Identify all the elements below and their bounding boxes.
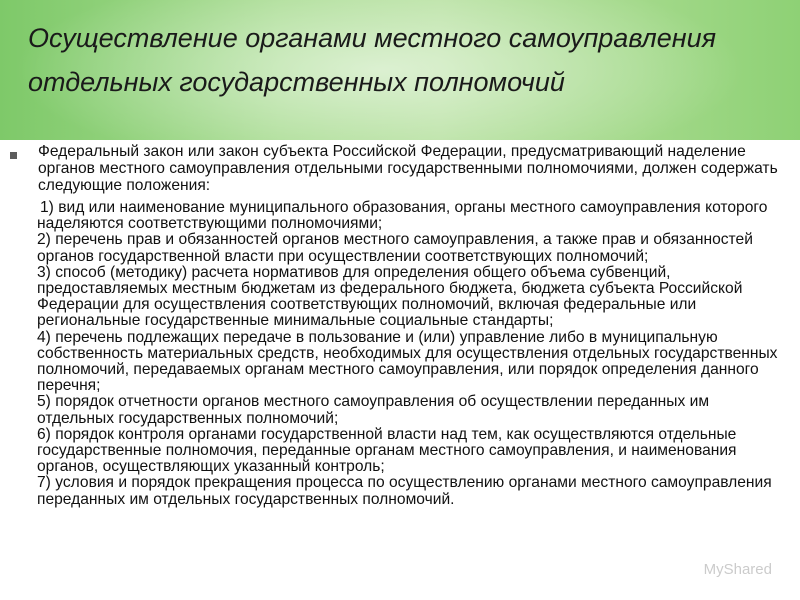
title-line-2: отдельных государственных полномочий bbox=[28, 67, 565, 97]
list-item: 5) порядок отчетности органов местного самоуправления об осуществлении переданных им отдельных государственных полномочий; bbox=[37, 393, 710, 427]
list-item: 3) способ (методику) расчета нормативов для определения общего объема субвенций, предоставляемых местным бюджетам из федерального бюджета, бюджета субъекта Российской Федерации для осуществления соответствующих полномочий, включая федеральные или региональные государственные минимальные социальные стандарты; bbox=[37, 263, 743, 330]
intro-text: Федеральный закон или закон субъекта Российской Федерации, предусматривающий наделение органов местного самоуправления отдельными государственными полномочиями, должен содержать следующие положения: bbox=[38, 143, 778, 194]
square-bullet-icon bbox=[10, 152, 17, 159]
slide-title bbox=[28, 16, 788, 104]
provisions-list bbox=[37, 200, 780, 508]
slide-body bbox=[0, 140, 800, 600]
list-item: 7) условия и порядок прекращения процесса по осуществлению органами местного самоуправления переданных им отдельных государственных полномочий. bbox=[37, 474, 772, 508]
watermark: MyShared bbox=[703, 561, 772, 578]
list-item: 1) вид или наименование муниципального образования, органы местного самоуправления которого наделяются соответствующими полномочиями; bbox=[37, 199, 768, 233]
list-item: 6) порядок контроля органами государственной власти над тем, как осуществляются отдельные государственные полномочия, переданные органам местного самоуправления, и наименования органов, осуществляющих указанный контроль; bbox=[37, 425, 737, 476]
title-line-1: Осуществление органами местного самоуправления bbox=[28, 23, 717, 53]
bullet-point bbox=[10, 143, 780, 508]
slide-header bbox=[0, 0, 800, 140]
list-item: 4) перечень подлежащих передаче в пользование и (или) управление либо в муниципальную собственность материальных средств, необходимых для осуществления отдельных государственных полномочий, передаваемых органам местного самоуправления, или порядок определения данного перечня; bbox=[37, 328, 778, 395]
list-item: 2) перечень прав и обязанностей органов местного самоуправления, а также прав и обязанностей органов государственной власти при осуществлении соответствующих полномочий; bbox=[37, 231, 753, 265]
